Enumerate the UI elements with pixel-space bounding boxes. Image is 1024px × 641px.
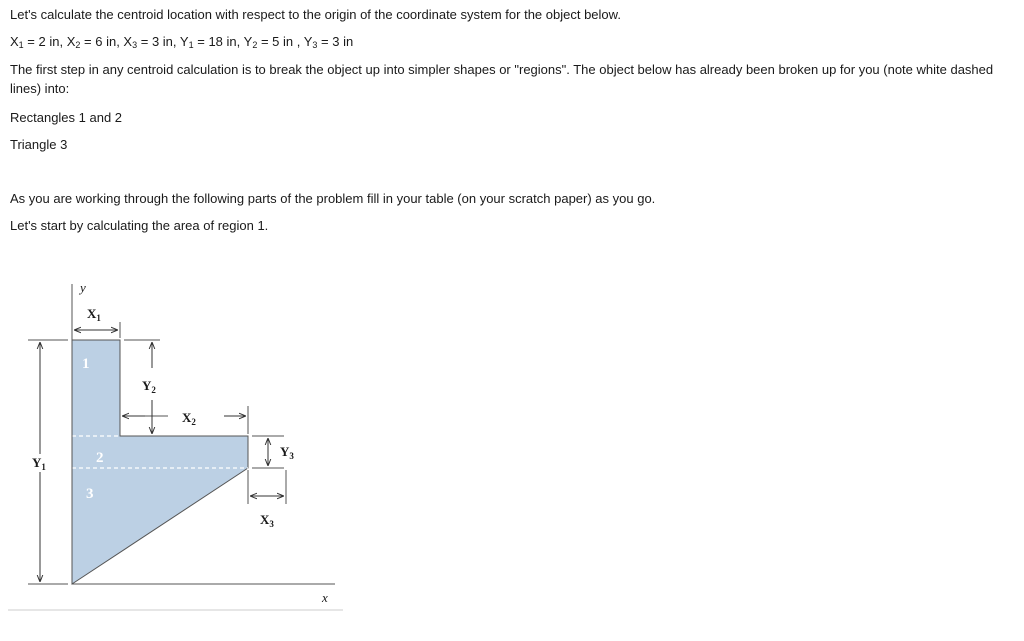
region-label-2: 2 bbox=[96, 450, 104, 466]
region-label-1: 1 bbox=[82, 356, 90, 372]
prompt-text: Let's start by calculating the area of region 1. bbox=[10, 218, 269, 233]
region-item-1: Rectangles 1 and 2 bbox=[10, 110, 123, 125]
figure-svg bbox=[0, 240, 1024, 636]
value-x2: 6 in bbox=[95, 34, 117, 49]
axis-label-x: x bbox=[322, 590, 328, 605]
value-y2: 5 in bbox=[272, 34, 294, 49]
label-x1: $X_1$ bbox=[87, 306, 101, 323]
label-x2: $X_2$ bbox=[182, 410, 196, 427]
label-x3: $X_3$ bbox=[260, 512, 274, 529]
value-y3: 3 in bbox=[332, 34, 354, 49]
label-y1: $Y_1$ bbox=[32, 455, 46, 472]
axis-label-y: y bbox=[80, 280, 86, 295]
label-y2: $Y_2$ bbox=[142, 378, 156, 395]
centroid-figure bbox=[0, 240, 1024, 636]
region-label-3: 3 bbox=[86, 486, 94, 502]
value-x3: 3 in bbox=[151, 34, 173, 49]
given-values: $X_1 = 2$ in, $X_2 = 6$ in, $X_3 = 3$ in, $Y_1 = 18$ in, $Y_2 = 5$ in , $Y_3 = 3$ in bbox=[10, 34, 354, 50]
step-text: The first step in any centroid calculation is to break the object up into simpler shapes or "regions". The object below has already been broken up for you (note white dashed lines) into: bbox=[10, 62, 994, 96]
label-y3: $Y_3$ bbox=[280, 444, 294, 461]
value-y1: 18 in bbox=[208, 34, 237, 49]
instructions-text: As you are working through the following parts of the problem fill in your table (on your scratch paper) as you go. bbox=[10, 191, 656, 206]
intro-text: Let's calculate the centroid location with respect to the origin of the coordinate system for the object below. bbox=[10, 7, 621, 22]
value-x1: 2 in bbox=[38, 34, 60, 49]
region-item-2: Triangle 3 bbox=[10, 137, 68, 152]
